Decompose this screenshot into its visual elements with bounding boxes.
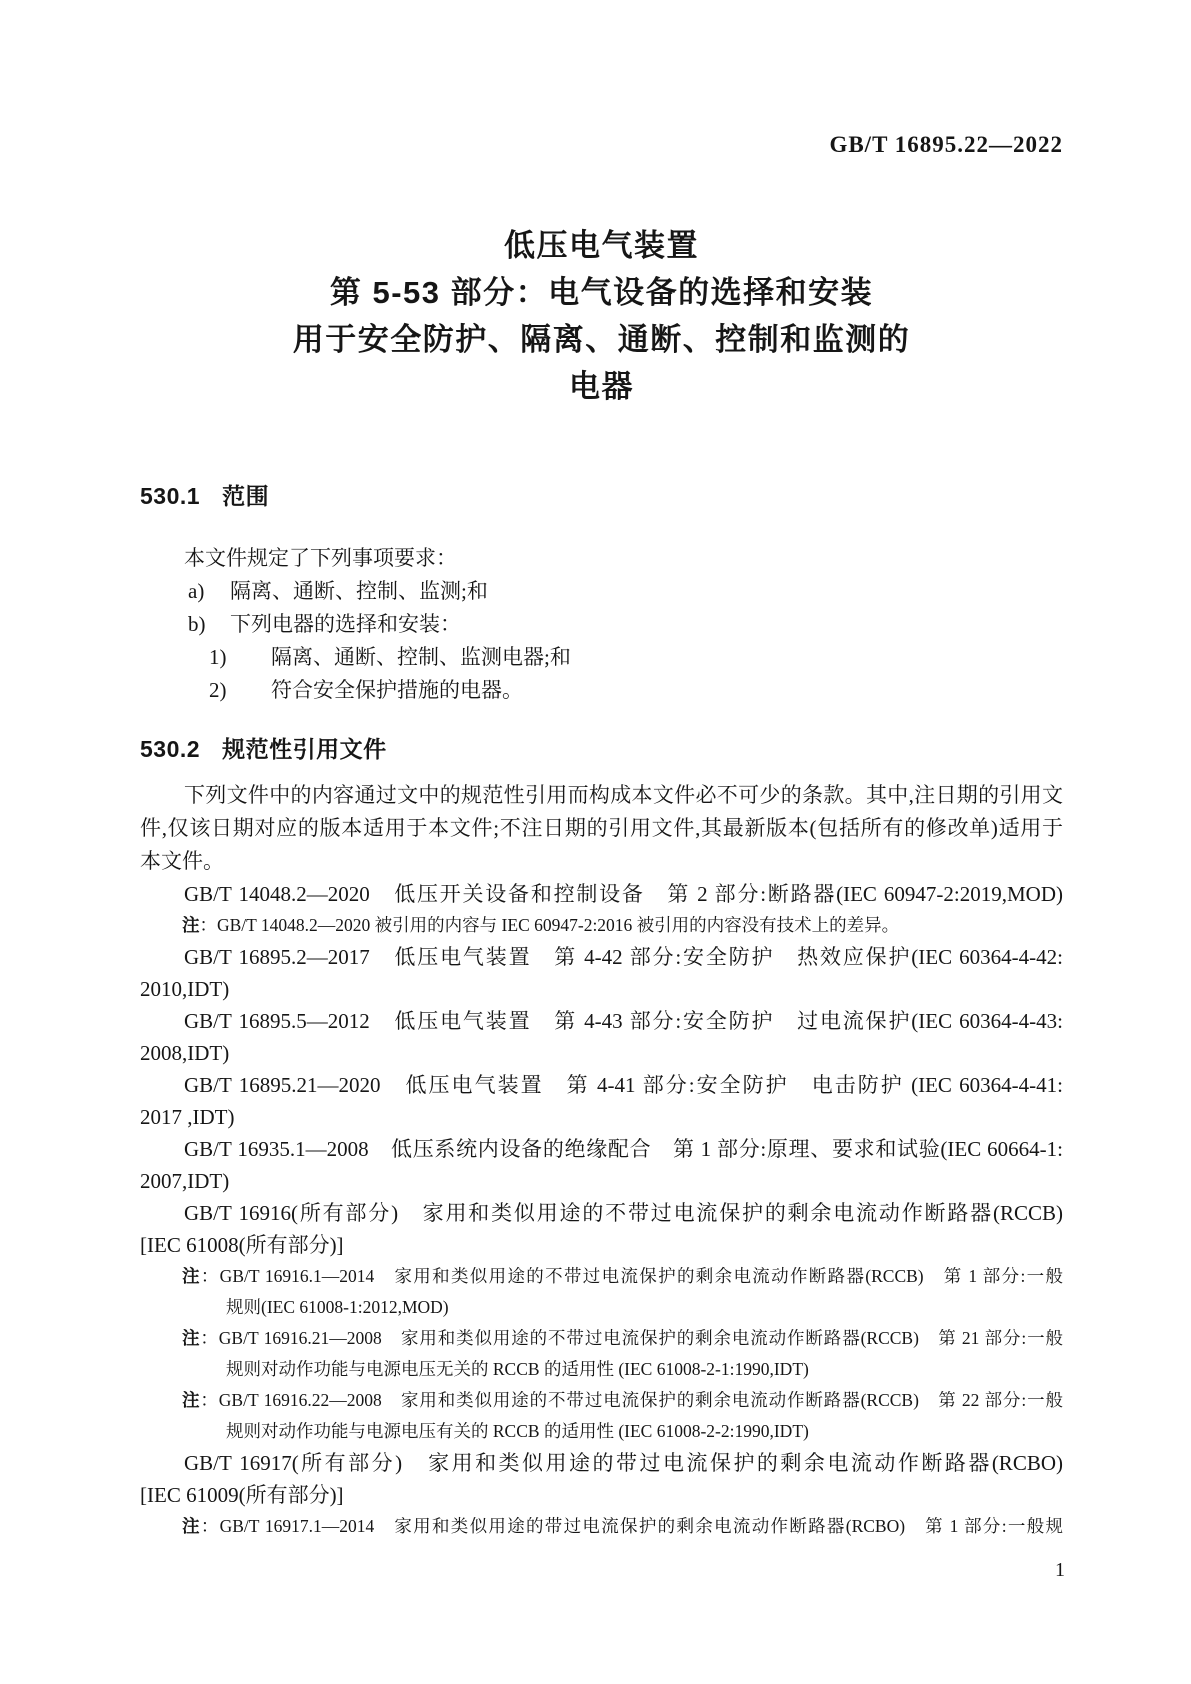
section-title: 规范性引用文件 (222, 736, 387, 762)
note-line (182, 1323, 1063, 1354)
list-marker: a) (188, 579, 205, 603)
reference-entry (140, 1197, 1063, 1261)
note-text: ：GB/T 16917.1—2014 家用和类似用途的带过电流保护的剩余电流动作断路器(RCBO) 第 1 部分:一般规 (200, 1516, 1064, 1536)
list-item-text: 下列电器的选择和安装： (230, 612, 461, 636)
scope-list (140, 575, 1063, 707)
note-text: ：GB/T 14048.2—2020 被引用的内容与 IEC 60947-2:2016 被引用的内容没有技术上的差异。 (199, 915, 900, 935)
reference-line: 2008,IDT) (140, 1041, 230, 1065)
reference-entry (140, 1133, 1063, 1197)
list-marker: b) (188, 612, 206, 636)
note-text: ：GB/T 16916.22—2008 家用和类似用途的不带过电流保护的剩余电流动作断路器(RCCB) 第 22 部分:一般 (200, 1390, 1063, 1410)
reference-line: 2017 ,IDT) (140, 1105, 235, 1129)
reference-entry (140, 1069, 1063, 1133)
title-line-1: 低压电气装置 (504, 228, 699, 263)
title-line-2: 第 5-53 部分：电气设备的选择和安装 (329, 275, 874, 310)
reference-line: 2010,IDT) (140, 977, 230, 1001)
paragraph-line: 本文件。 (140, 849, 224, 873)
reference-entry (140, 1447, 1063, 1511)
standard-number: GB/T 16895.22—2022 (829, 132, 1063, 157)
paragraph-line: 下列文件中的内容通过文中的规范性引用而构成本文件必不可少的条款。其中,注日期的引用文 (184, 783, 1063, 807)
reference-note (140, 1261, 1063, 1323)
note-text: ：GB/T 16916.1—2014 家用和类似用途的不带过电流保护的剩余电流动作断路器(RCCB) 第 1 部分:一般 (200, 1266, 1063, 1286)
list-item-b (140, 608, 1063, 641)
list-item-text: 隔离、通断、控制、监测;和 (230, 579, 488, 603)
reference-line: GB/T 16917(所有部分) 家用和类似用途的带过电流保护的剩余电流动作断路器(RCBO) (184, 1451, 1063, 1475)
reference-line: GB/T 16916(所有部分) 家用和类似用途的不带过电流保护的剩余电流动作断路器(RCCB) (184, 1201, 1063, 1225)
reference-line: GB/T 16895.2—2017 低压电气装置 第 4-42 部分:安全防护 热效应保护(IEC 60364-4-42: (184, 945, 1063, 969)
reference-list (140, 878, 1063, 1542)
list-marker: 1) (209, 645, 227, 669)
normative-references-paragraph (140, 779, 1063, 878)
note-line (182, 1385, 1063, 1416)
page-number: 1 (1055, 1559, 1065, 1581)
section-number: 530.2 (140, 736, 201, 762)
list-item-text: 符合安全保护措施的电器。 (271, 678, 523, 702)
scope-intro: 本文件规定了下列事项要求： (184, 546, 457, 570)
note-label: 注 (182, 1516, 201, 1536)
title-line-3: 用于安全防护、隔离、通断、控制和监测的 (292, 322, 911, 357)
note-line: 规则对动作功能与电源电压有关的 RCCB 的适用性 (IEC 61008-2-2:1990,IDT) (226, 1421, 809, 1441)
list-item-text: 隔离、通断、控制、监测电器;和 (271, 645, 571, 669)
reference-line: GB/T 16895.5—2012 低压电气装置 第 4-43 部分:安全防护 过电流保护(IEC 60364-4-43: (184, 1009, 1063, 1033)
paragraph-line: 件,仅该日期对应的版本适用于本文件;不注日期的引用文件,其最新版本(包括所有的修改单)适用于 (140, 816, 1063, 840)
note-label: 注 (182, 1266, 201, 1286)
reference-note (140, 1511, 1063, 1542)
reference-line: GB/T 16935.1—2008 低压系统内设备的绝缘配合 第 1 部分:原理、要求和试验(IEC 60664-1: (184, 1137, 1063, 1161)
reference-line: GB/T 14048.2—2020 低压开关设备和控制设备 第 2 部分:断路器(IEC 60947-2:2019,MOD) (184, 882, 1063, 906)
note-label: 注 (182, 1390, 201, 1410)
document-title (140, 222, 1063, 410)
reference-line: [IEC 61008(所有部分)] (140, 1233, 344, 1257)
note-text: ：GB/T 16916.21—2008 家用和类似用途的不带过电流保护的剩余电流动作断路器(RCCB) 第 21 部分:一般 (200, 1328, 1063, 1348)
reference-entry (140, 941, 1063, 1005)
section-title: 范围 (222, 483, 270, 509)
note-line: 规则对动作功能与电源电压无关的 RCCB 的适用性 (IEC 61008-2-1:1990,IDT) (226, 1359, 809, 1379)
list-marker: 2) (209, 678, 227, 702)
note-line: 规则(IEC 61008-1:2012,MOD) (226, 1297, 449, 1317)
reference-entry (140, 1005, 1063, 1069)
note-line (182, 910, 1063, 941)
reference-line: 2007,IDT) (140, 1169, 230, 1193)
reference-line: GB/T 16895.21—2020 低压电气装置 第 4-41 部分:安全防护 电击防护 (IEC 60364-4-41: (184, 1073, 1063, 1097)
note-label: 注 (182, 1328, 201, 1348)
section-heading-530-1 (140, 482, 1063, 510)
section-number: 530.1 (140, 483, 201, 509)
list-item-b2 (140, 674, 1063, 707)
reference-note (140, 1385, 1063, 1447)
note-line (182, 1261, 1063, 1292)
reference-note (140, 910, 1063, 941)
title-line-4: 电器 (569, 369, 634, 404)
list-item-a (140, 575, 1063, 608)
section-heading-530-2 (140, 735, 1063, 763)
note-label: 注 (182, 915, 200, 935)
reference-entry (140, 878, 1063, 910)
list-item-b1 (140, 641, 1063, 674)
reference-note (140, 1323, 1063, 1385)
reference-line: [IEC 61009(所有部分)] (140, 1483, 344, 1507)
note-line (182, 1511, 1063, 1542)
